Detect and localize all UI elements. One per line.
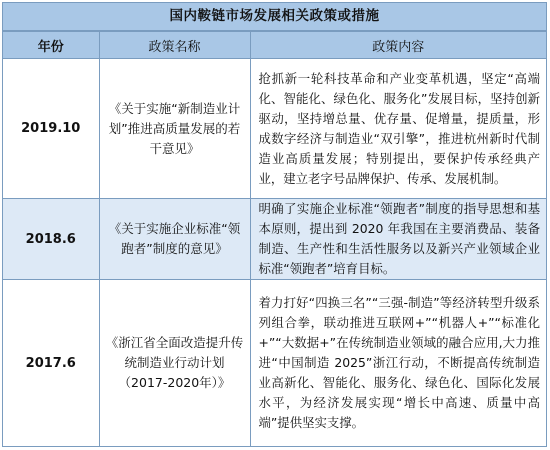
row-policy-content: 着力打好“四换三名”“三强-制造”等经济转型升级系列组合拳，联动推进互联网+”“机器人+”“标准化+”“大数据+”在传统制造业领域的融合应用,大力推进“中国制造 2025”浙江行动，不断提高传统制造业高新化、智能化、服务化、绿色化、国际化发展水平，为经济发展实现“增长中高速、质量中高端”提供坚实支撑。 <box>250 280 546 447</box>
row-policy-content: 抢抓新一轮科技革命和产业变革机遇，坚定“高端化、智能化、绿色化、服务化”发展目标，坚持创新驱动，坚持增总量、优存量、促增量，提质量，形成数字经济与制造业“双引擎”，推进杭州新时代制造业高质量发展；特别提出，要保护传承经典产业，建立老字号品牌保护、传承、发展机制。 <box>250 59 546 199</box>
policy-table <box>3 31 546 447</box>
header-policy-content: 政策内容 <box>250 32 546 59</box>
table-row <box>3 199 546 280</box>
table-row <box>3 59 546 199</box>
row-policy-name: 《浙江省全面改造提升传统制造业行动计划（2017-2020年）》 <box>99 280 250 447</box>
row-year: 2019.10 <box>3 59 99 199</box>
header-year: 年份 <box>3 32 99 59</box>
policy-table-figure <box>2 2 547 447</box>
row-year: 2018.6 <box>3 199 99 280</box>
row-year: 2017.6 <box>3 280 99 447</box>
row-policy-name: 《关于实施企业标准“领跑者”制度的意见》 <box>99 199 250 280</box>
header-policy-name: 政策名称 <box>99 32 250 59</box>
header-row <box>3 32 546 59</box>
row-policy-name: 《关于实施“新制造业计划”推进高质量发展的若干意见》 <box>99 59 250 199</box>
row-policy-content: 明确了实施企业标准“领跑者”制度的指导思想和基本原则，提出到 2020 年我国在主要消费品、装备制造、生产性和生活性服务以及新兴产业领域企业标准“领跑者”培育目标。 <box>250 199 546 280</box>
table-row <box>3 280 546 447</box>
table-title: 国内鞍链市场发展相关政策或措施 <box>3 3 546 31</box>
